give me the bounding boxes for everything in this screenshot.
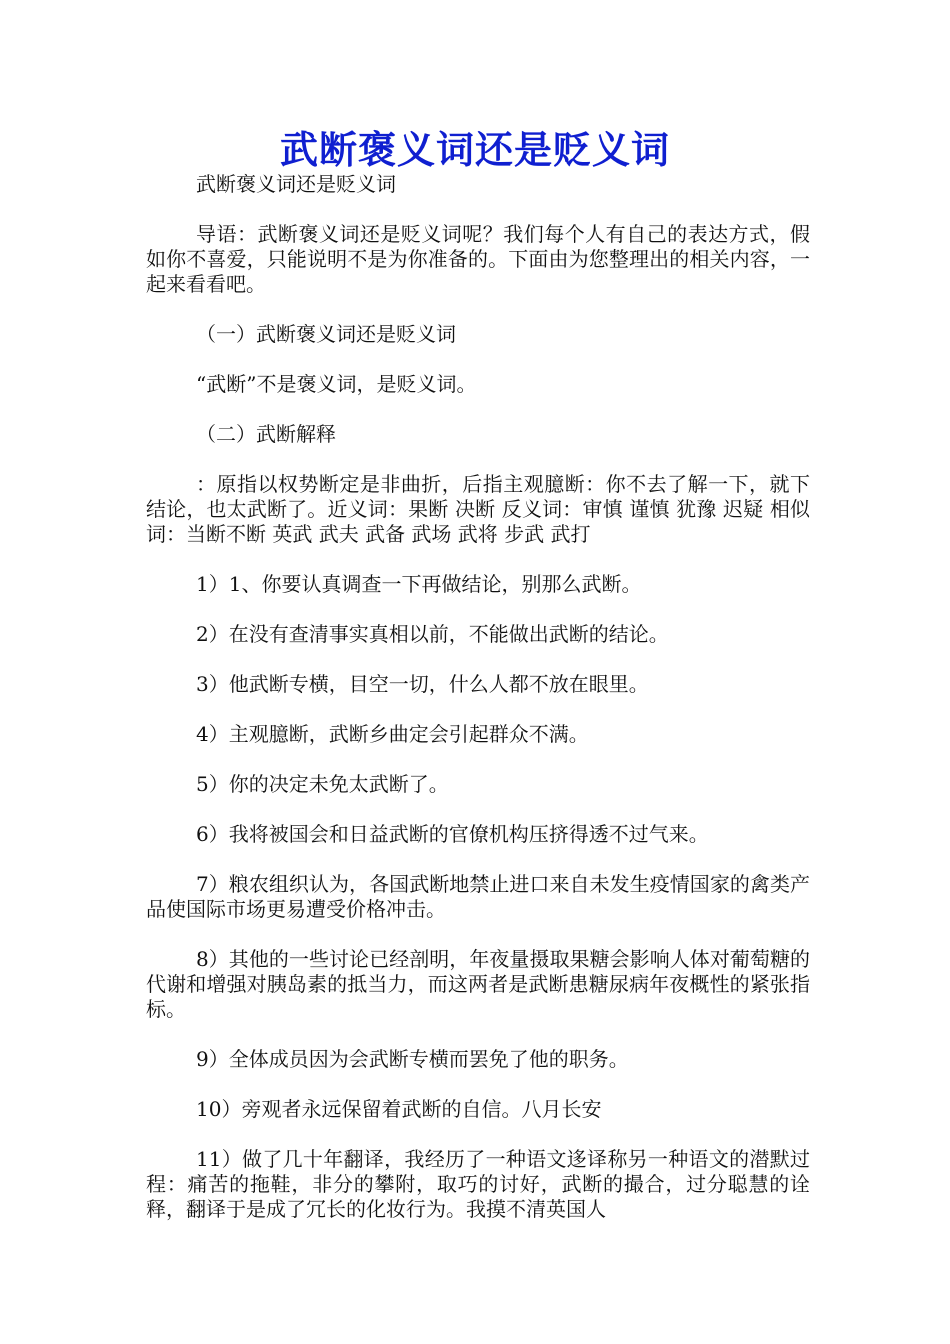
- document-title: 武断褒义词还是贬义词: [279, 127, 670, 172]
- example-item: 8）其他的一些讨论已经剖明，年夜量摄取果糖会影响人体对葡萄糖的代谢和增强对胰岛素的抵当力，而这两者是武断患糖尿病年夜概性的紧张指标。: [146, 947, 810, 1021]
- example-item: 7）粮农组织认为，各国武断地禁止进口来自未发生疫情国家的禽类产品使国际市场更易遭受价格冲击。: [146, 872, 810, 921]
- example-item: 5）你的决定未免太武断了。: [196, 772, 449, 796]
- section-heading-1: （一）武断褒义词还是贬义词: [196, 322, 456, 346]
- example-item: 2）在没有查清事实真相以前，不能做出武断的结论。: [196, 622, 669, 646]
- document-subtitle: 武断褒义词还是贬义词: [196, 172, 396, 196]
- example-item: 6）我将被国会和日益武断的官僚机构压挤得透不过气来。: [196, 822, 709, 846]
- paragraph-definition: “武断”不是褒义词，是贬义词。: [196, 372, 477, 396]
- example-item: 1）1、你要认真调查一下再做结论，别那么武断。: [196, 572, 642, 596]
- example-item: 10）旁观者永远保留着武断的自信。八月长安: [196, 1097, 602, 1121]
- section-heading-2: （二）武断解释: [196, 422, 336, 446]
- paragraph-intro: 导语：武断褒义词还是贬义词呢？我们每个人有自己的表达方式，假如你不喜爱，只能说明不是为你准备的。下面由为您整理出的相关内容，一起来看看吧。: [146, 222, 810, 296]
- paragraph-explanation: ：原指以权势断定是非曲折，后指主观臆断：你不去了解一下，就下结论，也太武断了。近义词：果断 决断 反义词：审慎 谨慎 犹豫 迟疑 相似词：当断不断 英武 武夫 武备 武场 武将 步武 武打: [146, 472, 810, 546]
- example-item: 9）全体成员因为会武断专横而罢免了他的职务。: [196, 1047, 629, 1071]
- document-body: [146, 172, 810, 1247]
- example-item: 4）主观臆断，武断乡曲定会引起群众不满。: [196, 722, 589, 746]
- example-item: 3）他武断专横，目空一切，什么人都不放在眼里。: [196, 672, 649, 696]
- example-item: 11）做了几十年翻译，我经历了一种语文迻译称另一种语文的潜默过程：痛苦的拖鞋，非分的攀附，取巧的讨好，武断的撮合，过分聪慧的诠释，翻译于是成了冗长的化妆行为。我摸不清英国人: [146, 1147, 810, 1221]
